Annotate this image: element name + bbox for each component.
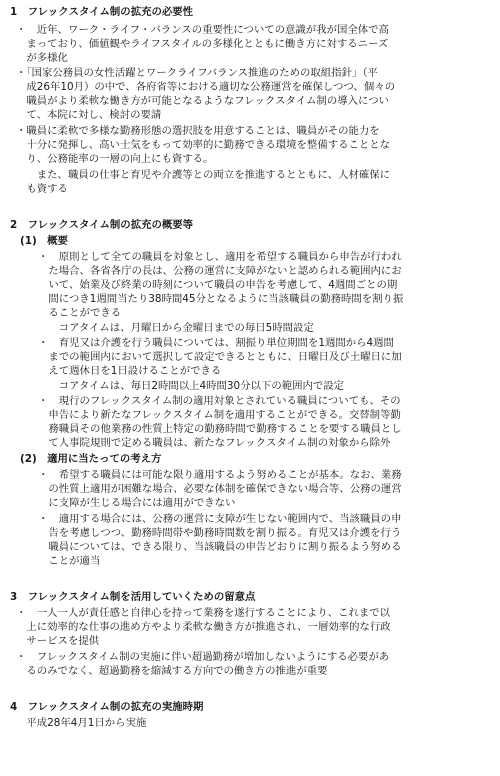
body-line: た場合、各省各庁の長は、公務の運営に支障がないと認められる範囲内にお	[38, 265, 402, 277]
body-line: の性質上適用が困難な場合、必要な体制を確保できない場合等、公務の運営	[38, 483, 402, 495]
section-1-heading: 1 フレックスタイム制の拡充の必要性	[10, 6, 194, 18]
body-line: 平成28年4月1日から実施	[16, 717, 147, 729]
section-4-heading: 4 フレックスタイム制の拡充の実施時期	[10, 701, 204, 713]
body-line: ・ 原則として全ての職員を対象とし、適用を希望する職員から申告が行われ	[38, 251, 402, 263]
body-line: 務職員その他業務の性質上特定の勤務時間で勤務することを要する職員とし	[38, 423, 402, 435]
body-line: ・「国家公務員の女性活躍とワークライフバランス推進のための取組指針」（平	[16, 67, 378, 79]
body-line: えて週休日を1日設けることができる	[38, 365, 222, 377]
section-3-heading: 3 フレックスタイム制を活用していくための留意点	[10, 591, 256, 603]
body-line: り、公務能率の一層の向上にも資する。	[16, 153, 214, 165]
body-line: て人事院規則で定める職員は、新たなフレックスタイム制の対象から除外	[38, 437, 391, 449]
section-2-heading: 2 フレックスタイム制の拡充の概要等	[10, 219, 194, 231]
body-line: ・職員に柔軟で多様な勤務形態の選択肢を用意することは、職員がその能力を	[16, 125, 380, 137]
body-line: 申告により新たなフレックスタイム制を適用することができる。交替制等勤	[38, 409, 401, 421]
body-line: また、職員の仕事と育児や介護等との両立を推進するとともに、人材確保に	[16, 169, 391, 181]
body-line: ・ 育児又は介護を行う職員については、割振り単位期間を1週間から4週間	[38, 337, 394, 349]
body-line: までの範囲内において選択して設定できるとともに、日曜日及び土曜日に加	[38, 351, 402, 363]
body-line: 職員がより柔軟な働き方が可能となるようなフレックスタイム制の導入につい	[16, 95, 390, 107]
body-line: るのみでなく、超過勤務を縮減する方向での働き方の推進が重要	[16, 665, 328, 677]
body-line: て、本院に対し、検討の要請	[16, 109, 162, 121]
body-line: ・ 一人一人が責任感と自律心を持って業務を遂行することにより、これまで以	[16, 607, 391, 619]
body-line: 上に効率的な仕事の進め方やより柔軟な働き方が推進され、一層効率的な行政	[16, 621, 391, 633]
body-line: 間につき1週間当たり38時間45分となるように当該職員の勤務時間を割り振	[38, 293, 404, 305]
body-line: ・ 適用する場合には、公務の運営に支障が生じない範囲内で、当該職員の申	[38, 513, 402, 525]
body-line: 職員については、できる限り、当該職員の申告どおりに割り振るよう努める	[38, 541, 402, 553]
subsection-2-heading: (2) 適用に当たっての考え方	[20, 453, 162, 465]
body-line: 成26年10月）の中で、各府省等における適切な公務運営を確保しつつ、個々の	[16, 81, 396, 93]
body-line: いて、始業及び終業の時刻について職員の申告を考慮して、4週間ごとの期	[38, 279, 398, 291]
body-line: 十分に発揮し、高い士気をもって効率的に勤務できる環境を整備することとな	[16, 139, 391, 151]
body-line: コアタイムは、毎日2時間以上4時間30分以下の範囲内で設定	[38, 380, 345, 392]
body-line: コアタイムは、月曜日から金曜日までの毎日5時間設定	[38, 322, 314, 334]
body-line: ・ 近年、ワーク・ライフ・バランスの重要性についての意識が我が国全体で高	[16, 24, 389, 36]
body-line: サービスを提供	[16, 635, 100, 647]
body-line: に支障が生じる場合には適用ができない	[38, 497, 236, 509]
body-line: ことが適当	[38, 555, 101, 567]
body-line: 告を考慮しつつ、勤務時間帯や勤務時間数を割り振る。育児又は介護を行う	[38, 527, 402, 539]
body-line: が多様化	[16, 52, 68, 64]
body-line: ることができる	[38, 307, 122, 319]
subsection-1-heading: (1) 概要	[20, 235, 68, 247]
body-line: も資する	[16, 183, 68, 195]
body-line: ・ フレックスタイム制の実施に伴い超過勤務が増加しないようにする必要があ	[16, 651, 390, 663]
body-line: まっており、価値観やライフスタイルの多様化とともに働き方に対するニーズ	[16, 38, 389, 50]
body-line: ・ 希望する職員には可能な限り適用するよう努めることが基本。なお、業務	[38, 469, 402, 481]
body-line: ・ 現行のフレックスタイム制の適用対象とされている職員についても、その	[38, 395, 401, 407]
